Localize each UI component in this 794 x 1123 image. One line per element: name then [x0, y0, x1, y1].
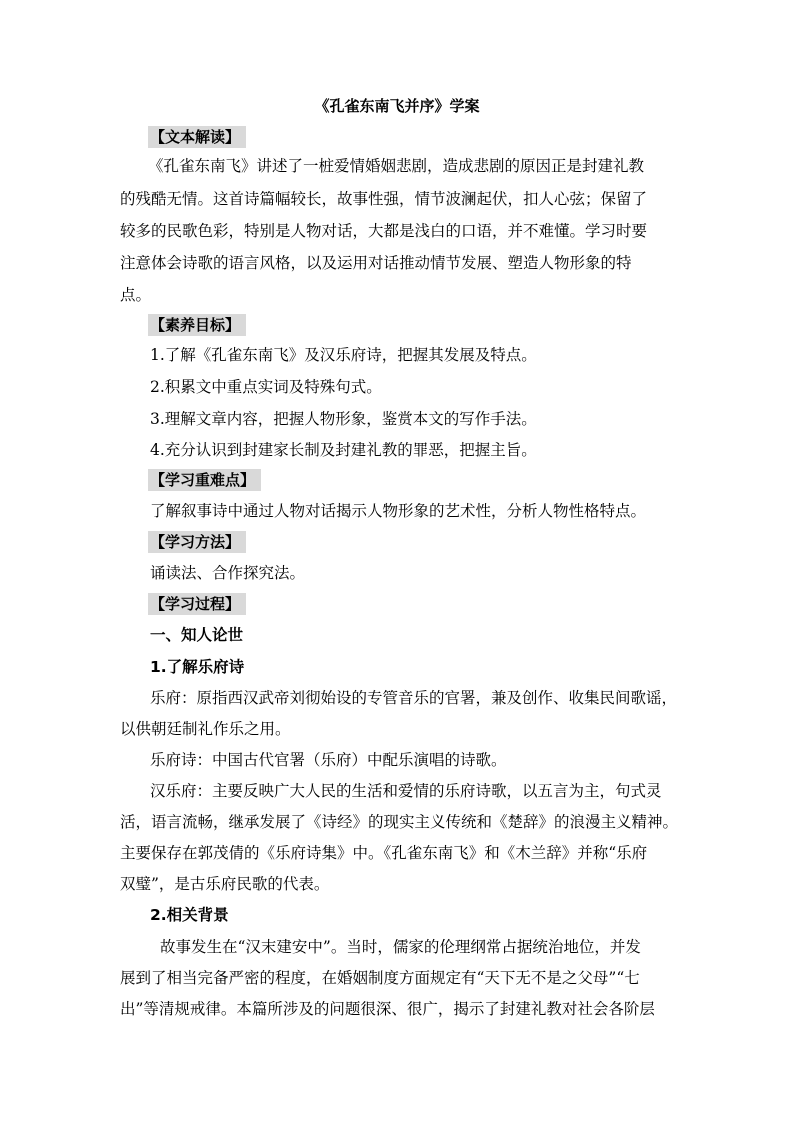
page-title: 《孔雀东南飞并序》学案 — [314, 97, 480, 115]
subsection-title: 2.相关背景 — [150, 906, 229, 924]
paragraph-line: 点。 — [120, 286, 152, 304]
goal-item: 2.积累文中重点实词及特殊句式。 — [150, 378, 382, 396]
part-title: 一、知人论世 — [150, 626, 244, 644]
section-header-process: 【学习过程】 — [148, 593, 246, 615]
paragraph-line: 乐府诗：中国古代官署（乐府）中配乐演唱的诗歌。 — [150, 751, 507, 769]
subsection-title: 1.了解乐府诗 — [150, 658, 245, 676]
paragraph-line: 活，语言流畅，继承发展了《诗经》的现实主义传统和《楚辞》的浪漫主义精神。 — [120, 813, 679, 831]
goal-item: 3.理解文章内容，把握人物形象，鉴赏本文的写作手法。 — [150, 410, 537, 428]
paragraph-line: 较多的民歌色彩，特别是人物对话，大都是浅白的口语，并不难懂。学习时要 — [120, 222, 648, 240]
goal-item: 1.了解《孔雀东南飞》及汉乐府诗，把握其发展及特点。 — [150, 346, 537, 364]
paragraph-line: 故事发生在“汉末建安中”。当时，儒家的伦理纲常占据统治地位，并发 — [160, 938, 641, 956]
goal-item: 4.充分认识到封建家长制及封建礼教的罪恶，把握主旨。 — [150, 441, 537, 459]
method-text: 诵读法、合作探究法。 — [150, 564, 306, 582]
paragraph-line: 双璧”，是古乐府民歌的代表。 — [120, 875, 330, 893]
paragraph-line: 注意体会诗歌的语言风格，以及运用对话推动情节发展、塑造人物形象的特 — [120, 254, 632, 272]
paragraph-line: 乐府：原指西汉武帝刘彻始设的专管音乐的官署，兼及创作、收集民间歌谣， — [150, 689, 678, 707]
paragraph-line: 主要保存在郭茂倩的《乐府诗集》中。《孔雀东南飞》和《木兰辞》并称“乐府 — [120, 844, 648, 862]
paragraph-line: 《孔雀东南飞》讲述了一桩爱情婚姻悲剧，造成悲剧的原因正是封建礼教 — [148, 157, 645, 175]
section-header-goals: 【素养目标】 — [148, 314, 246, 336]
paragraph-line: 出”等清规戒律。本篇所涉及的问题很深、很广，揭示了封建礼教对社会各阶层 — [120, 1000, 655, 1018]
paragraph-line: 展到了相当完备严密的程度，在婚姻制度方面规定有“天下无不是之父母”“七 — [120, 969, 640, 987]
paragraph-line: 汉乐府：主要反映广大人民的生活和爱情的乐府诗歌，以五言为主，句式灵 — [150, 782, 662, 800]
paragraph-line: 的残酷无情。这首诗篇幅较长，故事性强，情节波澜起伏，扣人心弦；保留了 — [120, 190, 648, 208]
difficulty-text: 了解叙事诗中通过人物对话揭示人物形象的艺术性，分析人物性格特点。 — [150, 502, 647, 520]
section-header-reading: 【文本解读】 — [148, 126, 246, 148]
section-header-difficulty: 【学习重难点】 — [148, 469, 261, 491]
paragraph-line: 以供朝廷制礼作乐之用。 — [120, 720, 291, 738]
section-header-method: 【学习方法】 — [148, 531, 246, 553]
